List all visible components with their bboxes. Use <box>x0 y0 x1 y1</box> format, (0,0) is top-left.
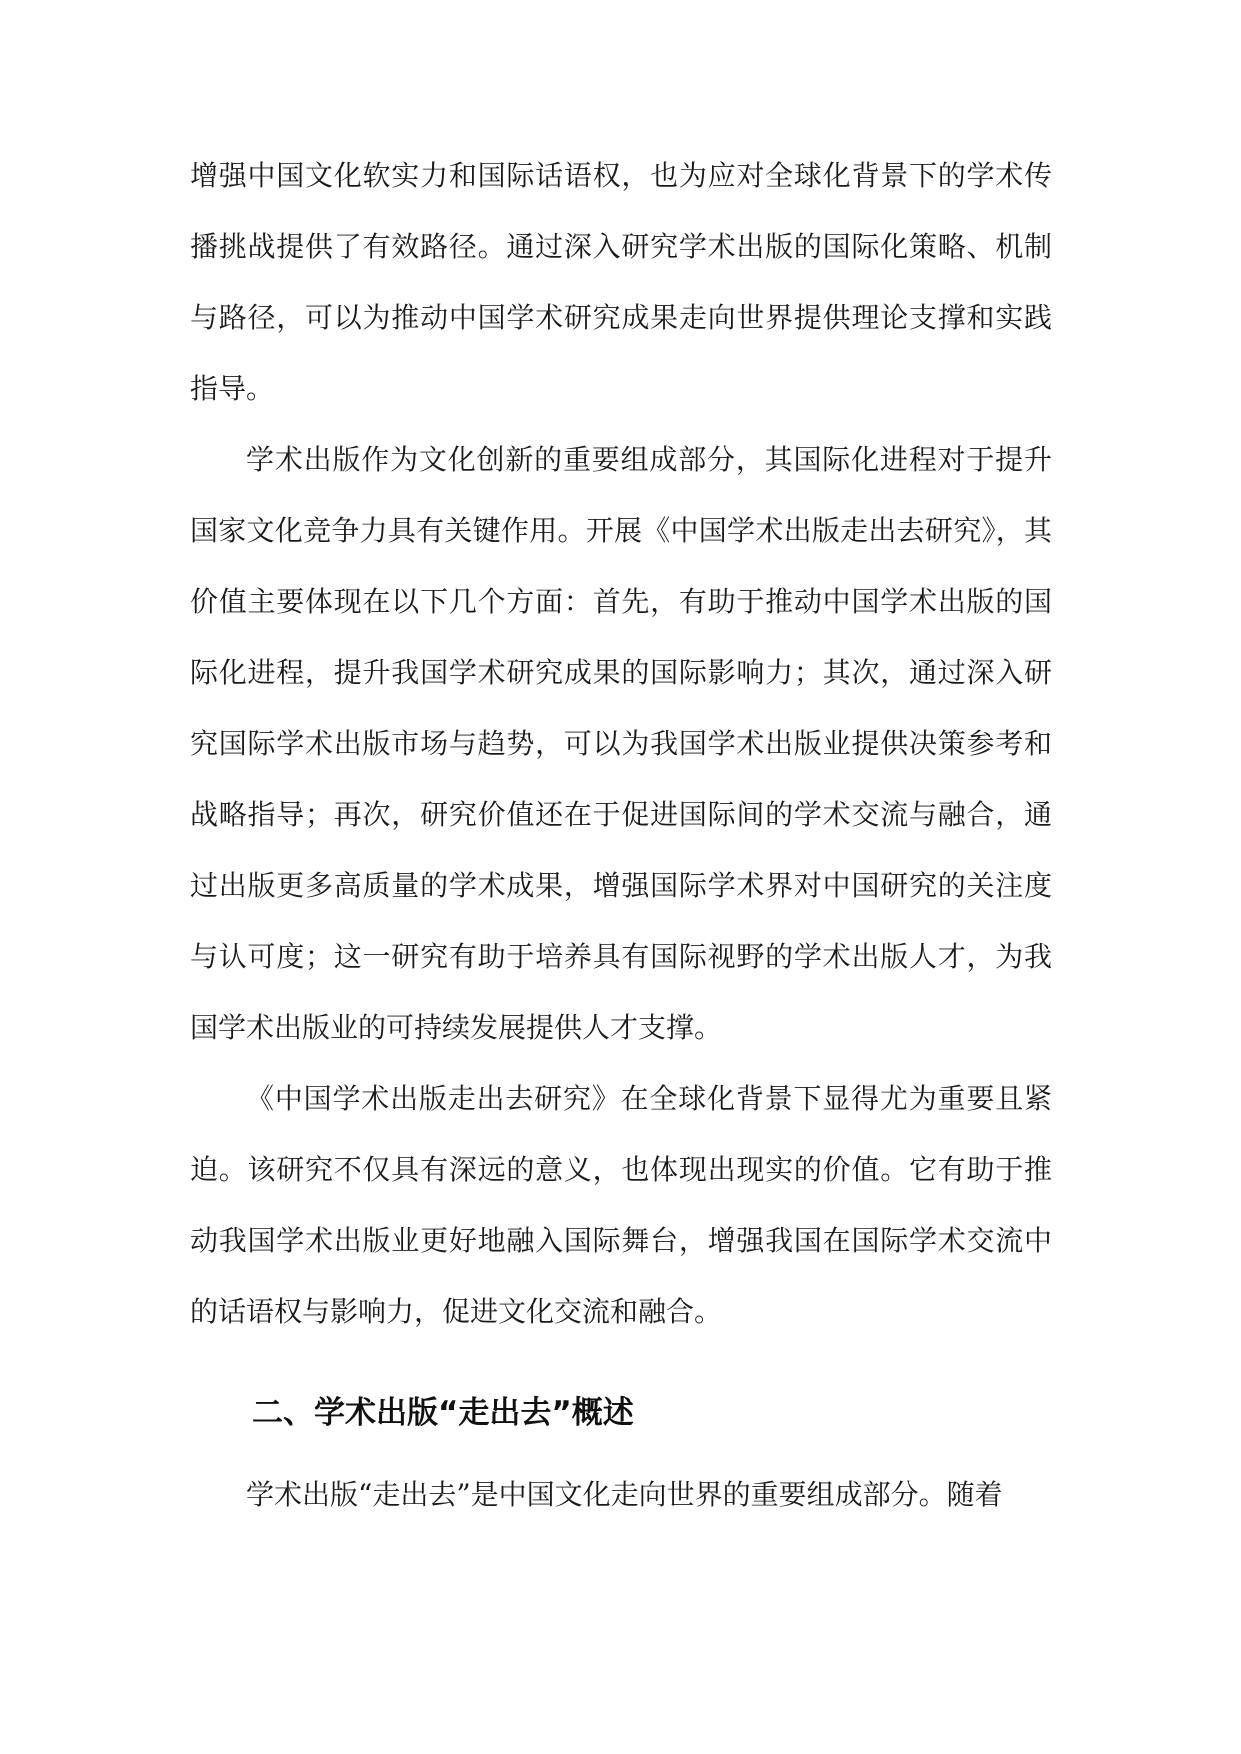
section-heading: 二、学术出版“走出去”概述 <box>252 1395 634 1431</box>
body-paragraph-4: 学术出版“走出去”是中国文化走向世界的重要组成部分。随着 <box>246 1478 1003 1511</box>
body-paragraph-3: 《中国学术出版走出去研究》在全球化背景下显得尤为重要且紧迫。该研究不仅具有深远的意义，也体现出现实的价值。它有助于推动我国学术出版业更好地融入国际舞台，增强我国在国际学术交流中的话语权与影响力，促进文化交流和融合。 <box>190 1082 1052 1328</box>
body-paragraph-1: 增强中国文化软实力和国际话语权，也为应对全球化背景下的学术传播挑战提供了有效路径。通过深入研究学术出版的国际化策略、机制与路径，可以为推动中国学术研究成果走向世界提供理论支撑和实践指导。 <box>190 159 1052 405</box>
body-paragraph-2: 学术出版作为文化创新的重要组成部分，其国际化进程对于提升国家文化竞争力具有关键作用。开展《中国学术出版走出去研究》，其价值主要体现在以下几个方面：首先，有助于推动中国学术出版的国际化进程，提升我国学术研究成果的国际影响力；其次，通过深入研究国际学术出版市场与趋势，可以为我国学术出版业提供决策参考和战略指导；再次，研究价值还在于促进国际间的学术交流与融合，通过出版更多高质量的学术成果，增强国际学术界对中国研究的关注度与认可度；这一研究有助于培养具有国际视野的学术出版人才，为我国学术出版业的可持续发展提供人才支撑。 <box>190 443 1052 1044</box>
document-body <box>190 140 1052 1530</box>
